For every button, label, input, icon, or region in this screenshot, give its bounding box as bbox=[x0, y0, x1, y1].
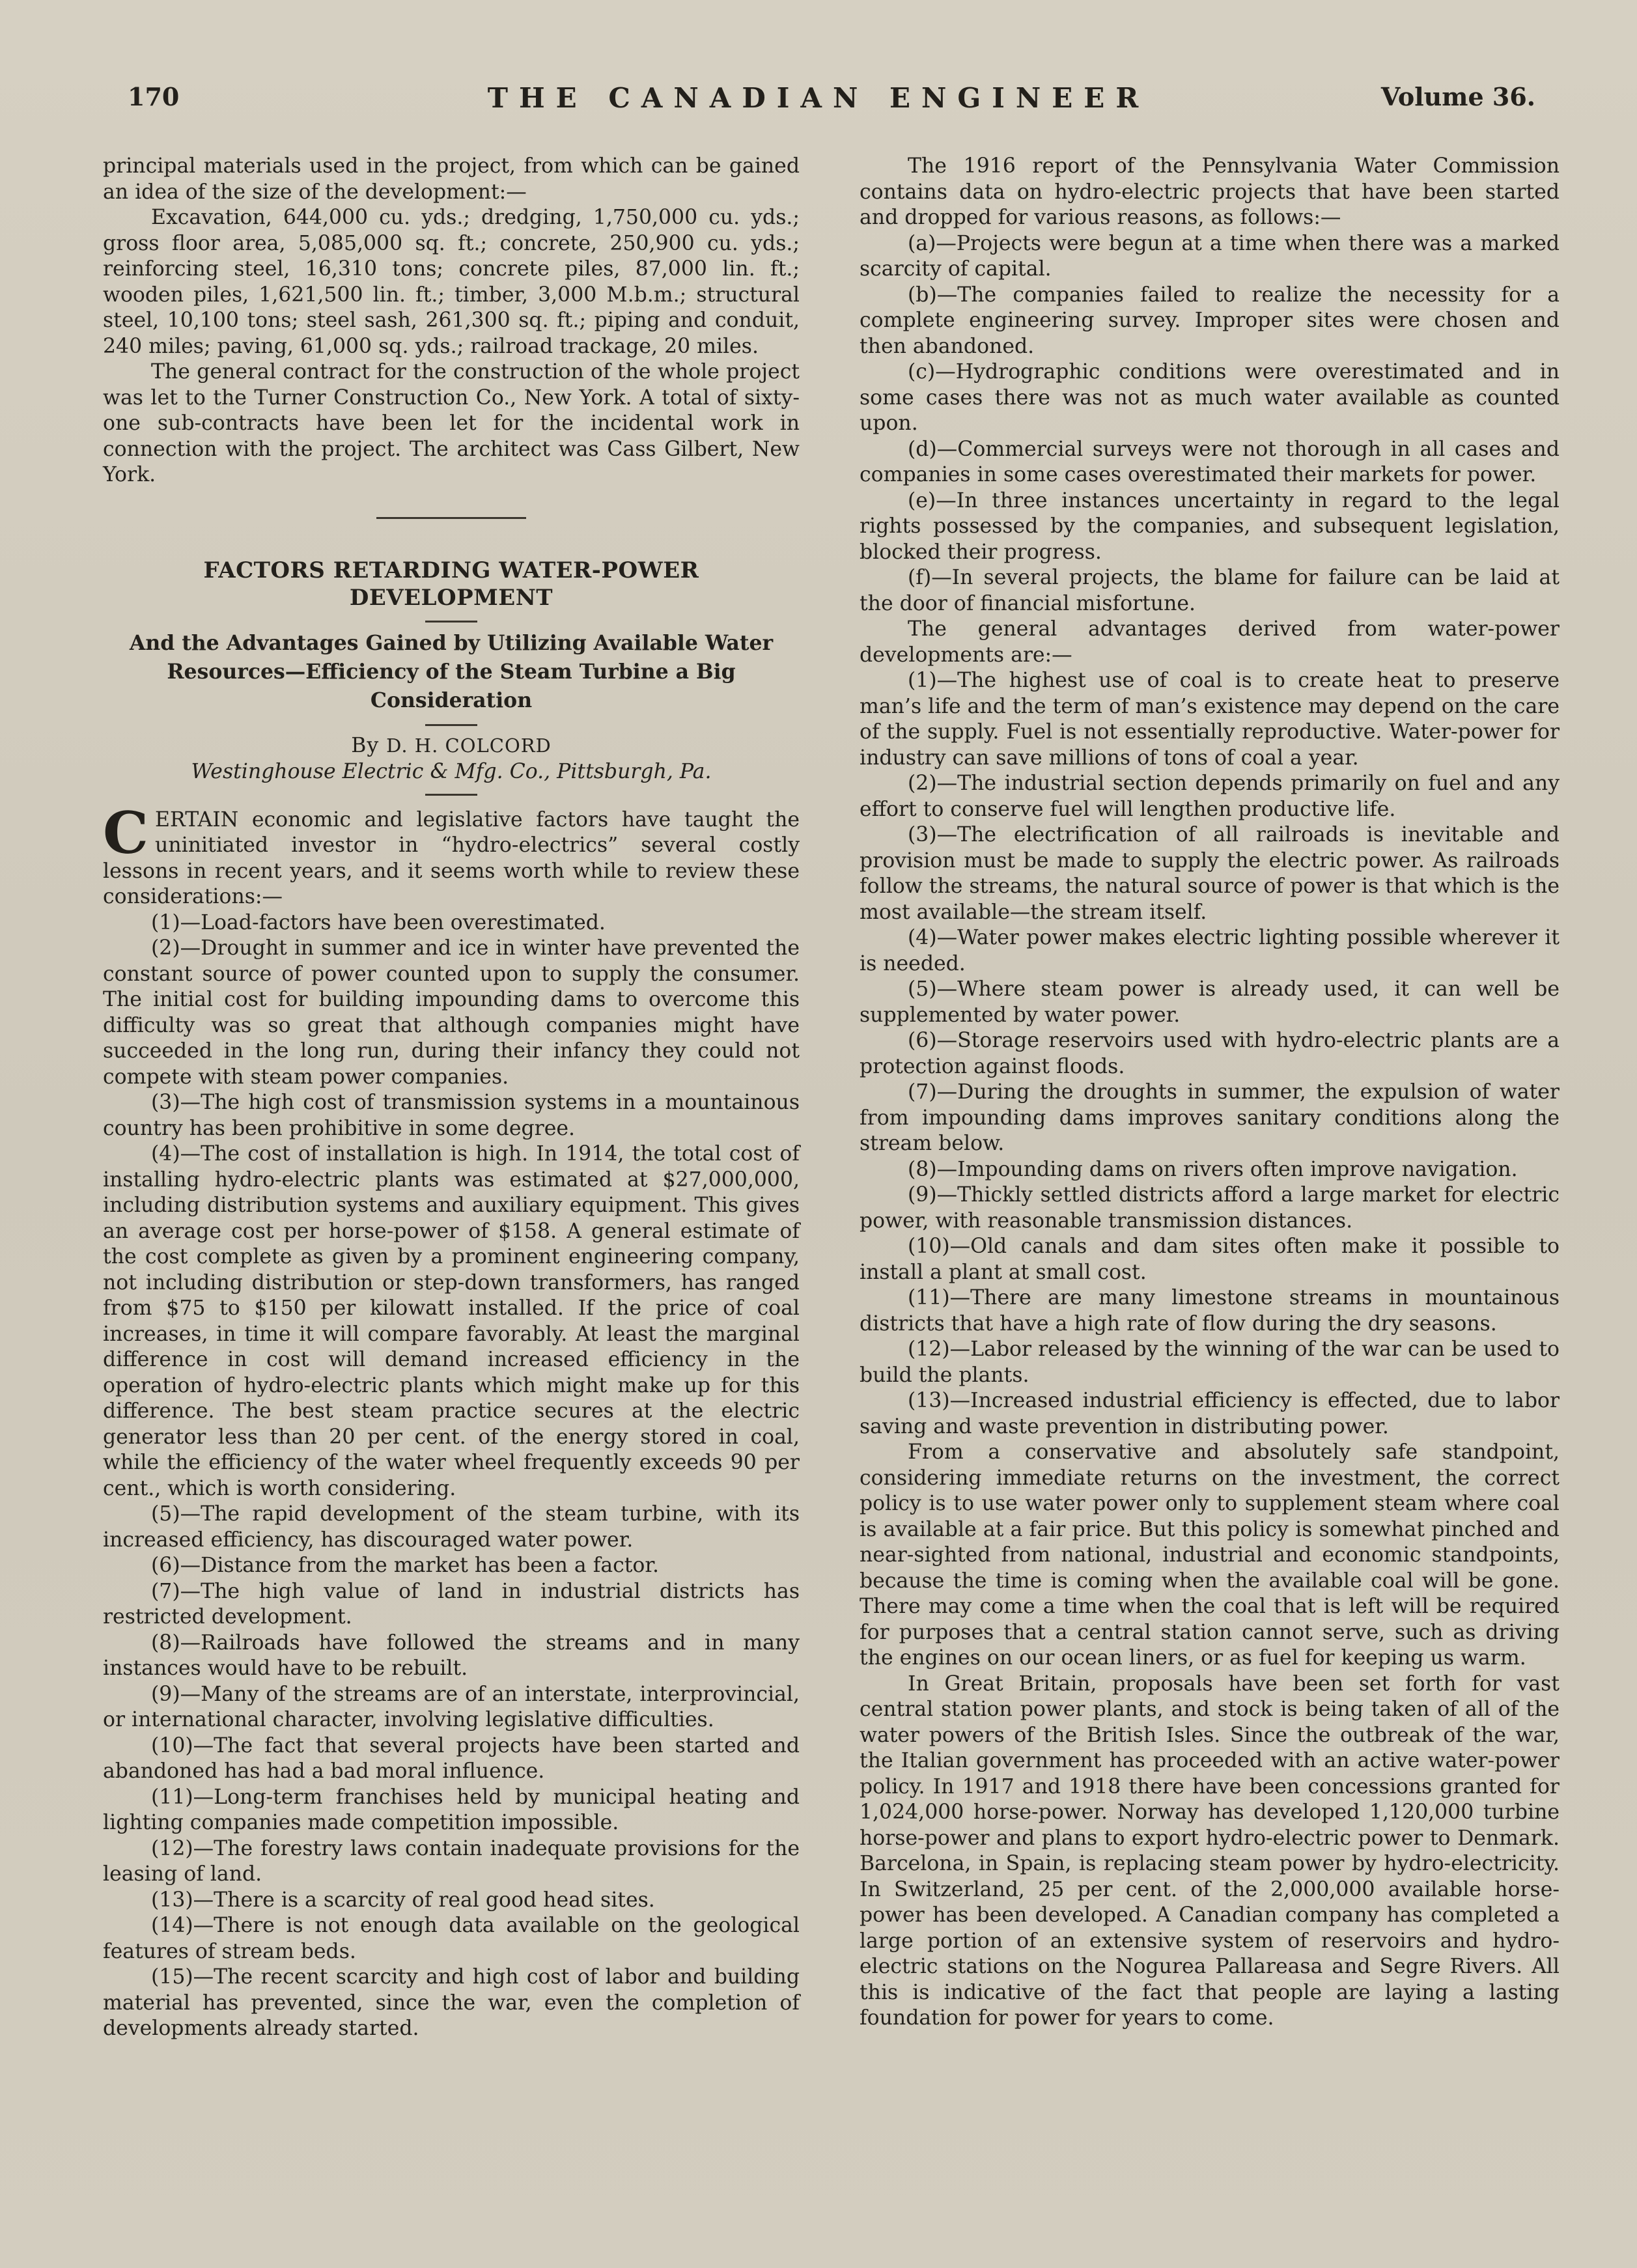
factor-item: (6)—Distance from the market has been a factor. bbox=[151, 1554, 660, 1577]
intro-paragraph: Excavation, 644,000 cu. yds.; dredging, 1,750,000 cu. yds.; gross floor area, 5,085,000 sq. ft.; concrete, 250,900 cu. yds.; reinforcing steel, 16,310 tons; concrete piles, 87,000 lin. ft.; wooden piles, 1,621,500 lin. ft.; timber, 3,000 M.b.m.; structural steel, 10,100 tons; steel sash, 261,300 sq. ft.; piping and conduit, 240 miles; paving, 61,000 sq. yds.; railroad trackage, 20 miles. bbox=[103, 206, 800, 358]
factor-item: (7)—The high value of land in industrial districts has restricted development. bbox=[103, 1579, 800, 1629]
volume-number: Volume 36. bbox=[1380, 82, 1535, 111]
lead-paragraph bbox=[103, 798, 800, 910]
advantage-item: (10)—Old canals and dam sites often make it possible to install a plant at small cost. bbox=[860, 1235, 1560, 1284]
factor-item: (2)—Drought in summer and ice in winter have prevented the constant source of power counted upon to supply the consumer. The initial cost for building impounding dams to overcome this difficulty was so great that although companies might have succeeded in the long run, during their infancy they could not compete with steam power companies. bbox=[103, 936, 800, 1089]
intro-paragraph: principal materials used in the project, from which can be gained an idea of the size of the development:— bbox=[103, 154, 800, 204]
page-header bbox=[0, 82, 1637, 121]
advantage-item: (12)—Labor released by the winning of the war can be used to build the plants. bbox=[860, 1337, 1560, 1387]
byline-prefix: By bbox=[351, 733, 387, 757]
reason-item: (a)—Projects were begun at a time when there was a marked scarcity of capital. bbox=[860, 231, 1560, 281]
advantage-item: (11)—There are many limestone streams in mountainous districts that have a high rate of flow during the dry seasons. bbox=[860, 1286, 1560, 1336]
factor-item: (5)—The rapid development of the steam turbine, with its increased efficiency, has discouraged water power. bbox=[103, 1502, 800, 1552]
left-column bbox=[103, 154, 800, 2042]
factor-item: (8)—Railroads have followed the streams and in many instances would have to be rebuilt. bbox=[103, 1631, 800, 1680]
lead-text: ERTAIN economic and legislative factors have taught the uninitiated investor in “hydro-electrics” several costly lessons in recent years, and it seems worth while to review these considerations:— bbox=[103, 807, 800, 908]
advantage-item: (5)—Where steam power is already used, it can well be supplemented by water power. bbox=[860, 977, 1560, 1027]
journal-title: THE CANADIAN ENGINEER bbox=[487, 82, 1150, 114]
factor-item: (13)—There is a scarcity of real good head sites. bbox=[151, 1888, 655, 1912]
reason-item: (f)—In several projects, the blame for failure can be laid at the door of financial misfortune. bbox=[860, 566, 1560, 615]
factor-item: (1)—Load-factors have been overestimated. bbox=[151, 910, 606, 934]
advantage-item: (7)—During the droughts in summer, the expulsion of water from impounding dams improves sanitary conditions along the stream below. bbox=[860, 1080, 1560, 1155]
page-number: 170 bbox=[128, 82, 180, 111]
article-title: FACTORS RETARDING WATER-POWER DEVELOPMENT bbox=[203, 557, 699, 611]
factor-item: (3)—The high cost of transmission systems in a mountainous country has been prohibitive in some degree. bbox=[103, 1091, 800, 1140]
factor-item: (10)—The fact that several projects have been started and abandoned has had a bad moral influence. bbox=[103, 1733, 800, 1783]
advantage-item: (2)—The industrial section depends primarily on fuel and any effort to conserve fuel will lengthen productive life. bbox=[860, 772, 1560, 821]
advantage-item: (9)—Thickly settled districts afford a large market for electric power, with reasonable transmission distances. bbox=[860, 1183, 1560, 1233]
section-divider bbox=[376, 517, 526, 519]
factor-item: (11)—Long-term franchises held by municipal heating and lighting companies made competition impossible. bbox=[103, 1785, 800, 1834]
byline bbox=[103, 733, 800, 759]
advantage-item: (8)—Impounding dams on rivers often improve navigation. bbox=[908, 1157, 1518, 1181]
advantage-item: (13)—Increased industrial efficiency is effected, due to labor saving and waste prevention in distributing power. bbox=[860, 1389, 1560, 1438]
advantage-item: (4)—Water power makes electric lighting possible wherever it is needed. bbox=[860, 926, 1560, 975]
factor-item: (14)—There is not enough data available on the geological features of stream beds. bbox=[103, 1914, 800, 1963]
title-divider bbox=[425, 621, 477, 623]
advantage-item: (1)—The highest use of coal is to create heat to preserve man’s life and the term of man’s existence may depend on the care of the supply. Fuel is not essentially reproductive. Water-power for industry can save millions of tons of coal a year. bbox=[860, 669, 1560, 770]
commission-intro: The 1916 report of the Pennsylvania Water Commission contains data on hydro-electric projects that have been started and dropped for various reasons, as follows:— bbox=[860, 154, 1560, 229]
advantage-item: (6)—Storage reservoirs used with hydro-electric plants are a protection against floods. bbox=[860, 1029, 1560, 1078]
factor-item: (15)—The recent scarcity and high cost of labor and building material has prevented, since the war, even the completion of developments already started. bbox=[103, 1965, 800, 2040]
byline-divider bbox=[425, 794, 477, 796]
reason-item: (c)—Hydrographic conditions were overestimated and in some cases there was not as much water available as counted upon. bbox=[860, 360, 1560, 435]
factor-item: (4)—The cost of installation is high. In 1914, the total cost of installing hydro-electric plants was estimated at $27,000,000, including distribution systems and auxiliary equipment. This gives an average cost per horse-power of $158. A general estimate of the cost complete as given by a prominent engineering company, not including distribution or step-down transformers, has ranged from $75 to $150 per kilowatt installed. If the price of coal increases, in time it will compare favorably. At least the marginal difference in cost will demand increased efficiency in the operation of hydro-electric plants which might make up for this difference. The best steam practice secures at the electric generator less than 20 per cent. of the energy stored in coal, while the efficiency of the water wheel frequently exceeds 90 per cent., which is worth considering. bbox=[103, 1142, 800, 1500]
reason-item: (e)—In three instances uncertainty in regard to the legal rights possessed by the companies, and subsequent legislation, blocked their progress. bbox=[860, 488, 1560, 564]
factor-item: (9)—Many of the streams are of an interstate, interprovincial, or international character, involving legislative difficulties. bbox=[103, 1682, 800, 1731]
reason-item: (b)—The companies failed to realize the necessity for a complete engineering survey. Improper sites were chosen and then abandoned. bbox=[860, 283, 1560, 358]
factor-item: (12)—The forestry laws contain inadequate provisions for the leasing of land. bbox=[103, 1836, 800, 1886]
advantage-item: (3)—The electrification of all railroads is inevitable and provision must be made to supply the electric power. As railroads follow the streams, the natural source of power is that which is the most available—the stream itself. bbox=[860, 823, 1560, 924]
intro-paragraph: The general contract for the construction of the whole project was let to the Turner Construction Co., New York. A total of sixty-one sub-contracts have been let for the incidental work in connection with the project. The architect was Cass Gilbert, New York. bbox=[103, 360, 800, 486]
advantages-intro: The general advantages derived from water-power developments are:— bbox=[860, 617, 1560, 667]
right-column bbox=[860, 154, 1560, 2032]
closing-paragraph: From a conservative and absolutely safe standpoint, considering immediate returns on the investment, the correct policy is to use water power only to supplement steam where coal is available at a fair price. But this policy is somewhat pinched and near-sighted from national, industrial and economic standpoints, because the time is coming when the available coal will be gone. There may come a time when the coal that is left will be required for purposes that a central station cannot serve, such as driving the engines on our ocean liners, or as fuel for keeping us warm. bbox=[860, 1440, 1560, 1670]
article-subtitle: And the Advantages Gained by Utilizing Available Water Resources—Efficiency of the Steam Turbine a Big Consideration bbox=[129, 630, 774, 712]
author-name: D. H. COLCORD bbox=[386, 734, 552, 757]
author-affiliation: Westinghouse Electric & Mfg. Co., Pittsburgh, Pa. bbox=[191, 759, 712, 783]
closing-paragraph: In Great Britain, proposals have been set forth for vast central station power plants, and stock is being taken of all of the water powers of the British Isles. Since the outbreak of the war, the Italian government has proceeded with an active water-power policy. In 1917 and 1918 there have been concessions granted for 1,024,000 horse-power. Norway has developed 1,120,000 turbine horse-power and plans to export hydro-electric power to Denmark. Barcelona, in Spain, is replacing steam power by hydro-electricity. In Switzerland, 25 per cent. of the 2,000,000 available horse-power has been developed. A Canadian company has completed a large portion of an extensive system of reservoirs and hydro-electric stations on the Nogurea Pallareasa and Segre Rivers. All this is indicative of the fact that people are laying a lasting foundation for power for years to come. bbox=[860, 1672, 1560, 2030]
drop-cap: C bbox=[103, 798, 149, 867]
reason-item: (d)—Commercial surveys were not thorough in all cases and companies in some cases overestimated their markets for power. bbox=[860, 437, 1560, 486]
subtitle-divider bbox=[425, 724, 477, 726]
